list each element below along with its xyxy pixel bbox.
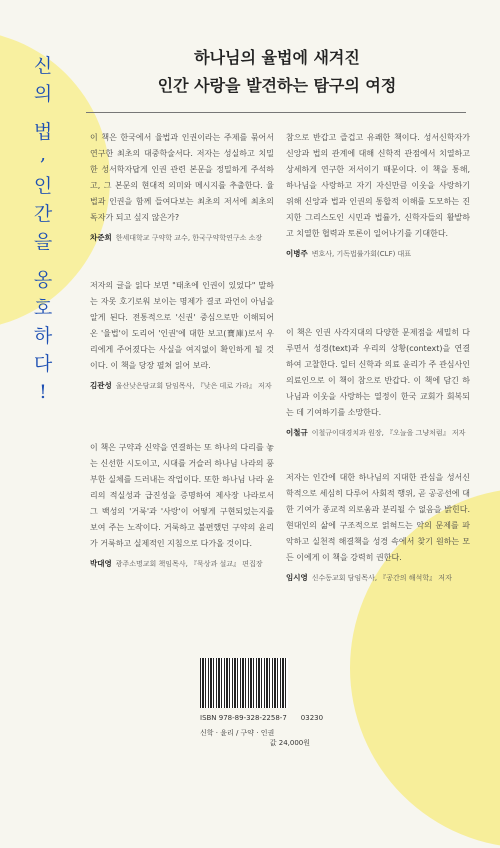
endorsement-text: 저자의 글을 읽다 보면 "태초에 인권이 있었다" 말하는 자못 호기로워 보이는 명제가 결코 과언이 아님을 알게 된다. 전통적으로 '신권' 중심으로만 이해되어 온 '율법'이 도리어 '인권'에 대한 보고(寶庫)로서 우리에게 주어졌다는 사실을 여지없이 확인하게 될 것이다. 이 책을 당장 펼쳐 읽어 보라.: [90, 281, 274, 370]
headline-line-1: 하나님의 율법에 새겨진: [194, 48, 360, 67]
isbn-number: ISBN 978-89-328-2258-7: [200, 714, 287, 722]
vertical-title-char: 다: [33, 353, 53, 375]
endorsement-attribution: [286, 570, 470, 586]
vertical-title-char: 의: [33, 83, 53, 105]
endorser-affiliation: 광주소명교회 책임목사, 『묵상과 설교』 편집장: [115, 560, 263, 568]
endorsement-attribution: [286, 246, 470, 262]
headline-line-2: 인간 사랑을 발견하는 탐구의 여정: [157, 76, 397, 95]
endorsement-attribution: [90, 556, 274, 572]
category-price-line: [200, 728, 310, 748]
endorser-affiliation: 한세대학교 구약학 교수, 한국구약학연구소 소장: [115, 234, 263, 242]
isbn-line: [200, 714, 337, 722]
endorsement-blurb: [286, 130, 470, 262]
endorser-name: 차준희: [90, 233, 112, 242]
endorsement-text: 이 책은 구약과 신약을 연결하는 또 하나의 다리를 놓는 신선한 시도이고, 시대를 거슬러 하나님 나라의 풍부한 실체를 드러내는 작업이다. 또한 하나님 나라 윤리의 적실성과 급진성을 증명하여 제사장 나라로서 그 백성의 '거룩'과 '사랑'이 어떻게 구현되었는지를 보여 주는 노작이다. 거룩하고 불편했던 구약의 윤리가 거룩하고 실제적인 지침으로 다가올 것이다.: [90, 443, 274, 548]
endorser-name: 박대영: [90, 559, 112, 568]
endorsement-text: 이 책은 인권 사각지대의 다양한 문제점을 세밀히 다루면서 성경(text)과 우리의 상황(context)을 연결하여 고찰한다. 일터 신학과 의료 윤리가 주 관심사인 의료인으로 이 책이 참으로 반갑다. 이 책에 담긴 하나님과 이웃을 사랑하는 열정이 한국 교회가 회복되는 데 기여하기를 소망한다.: [286, 328, 470, 417]
endorsement-blurb: [286, 470, 470, 586]
endorsement-blurb: [90, 440, 274, 572]
endorsement-text: 참으로 반갑고 즐겁고 유쾌한 책이다. 성서신학자가 신앙과 법의 관계에 대해 신학적 관점에서 치열하고 상세하게 연구한 저서이기 때문이다. 이 책을 통해, 하나님을 사랑하고 자기 자신만큼 이웃을 사랑하기 위해 신앙과 법과 인권의 통합적 이해를 도모하는 진지한 그리스도인 시민과 법률가, 신학자들의 활발하고 치열한 협력과 토론이 일어나기를 기대한다.: [286, 133, 470, 238]
vertical-title-char: 하: [33, 325, 53, 347]
endorser-name: 임시영: [286, 573, 308, 582]
endorsement-blurb: [90, 278, 274, 394]
vertical-title-char: ,: [39, 143, 47, 165]
endorsement-attribution: [90, 230, 274, 246]
vertical-title-char: !: [39, 381, 47, 403]
vertical-title-char: 법: [33, 121, 53, 143]
isbn-addon-code: 03230: [300, 714, 324, 722]
endorser-affiliation: 이철규이대경치과 원장, 『오늘을 그냥처럼』 저자: [311, 429, 466, 437]
endorser-affiliation: 울산낮은담교회 담임목사, 『낮은 데로 가라』 저자: [115, 382, 272, 390]
endorser-name: 이철규: [286, 428, 308, 437]
endorsement-attribution: [286, 425, 470, 441]
category-label: 신학 · 윤리 / 구약 · 인권: [200, 729, 275, 737]
endorser-name: 이병주: [286, 249, 308, 258]
vertical-title-char: 간: [33, 203, 53, 225]
endorsement-blurb: [90, 130, 274, 246]
vertical-title-char: 호: [33, 297, 53, 319]
endorser-affiliation: 변호사, 기독법률가회(CLF) 대표: [311, 250, 412, 258]
endorsement-attribution: [90, 378, 274, 394]
barcode-image: [200, 658, 288, 708]
endorsement-text: 저자는 인간에 대한 하나님의 지대한 관심을 성서신학적으로 세심히 다루어 사회적 행위, 곧 공공선에 대한 기여가 종교적 의로움과 분리될 수 없음을 밝힌다. 현대인의 삶에 구조적으로 얽혀드는 악의 문제를 파악하고 실천적 해결책을 성경 속에서 찾기 원하는 모든 이에게 이 책을 강력히 권한다.: [286, 473, 470, 562]
endorser-affiliation: 신수동교회 담임목사, 『공간의 해석학』 저자: [311, 574, 452, 582]
vertical-title-char: 옹: [33, 269, 53, 291]
endorser-name: 김관성: [90, 381, 112, 390]
headline: [92, 44, 462, 100]
vertical-title: [28, 52, 58, 406]
vertical-title-char: 을: [33, 231, 53, 253]
endorsement-text: 이 책은 한국에서 율법과 인권이라는 주제를 묶어서 연구한 최초의 대중학술서다. 저자는 성실하고 치밀한 성서학자답게 인권 관련 본문을 정밀하게 주석하고, 그 본문의 현대적 의미와 메시지를 추출한다. 율법과 인권을 함께 들여다보는 최초의 저서에 최초의 독자가 되고 싶지 않은가?: [90, 133, 274, 222]
price-label: 값 24,000원: [269, 739, 310, 747]
barcode-area: [200, 658, 500, 748]
vertical-title-char: 신: [33, 55, 53, 77]
header-divider: [86, 112, 466, 113]
vertical-title-char: 인: [33, 175, 53, 197]
endorsement-blurb: [286, 325, 470, 441]
